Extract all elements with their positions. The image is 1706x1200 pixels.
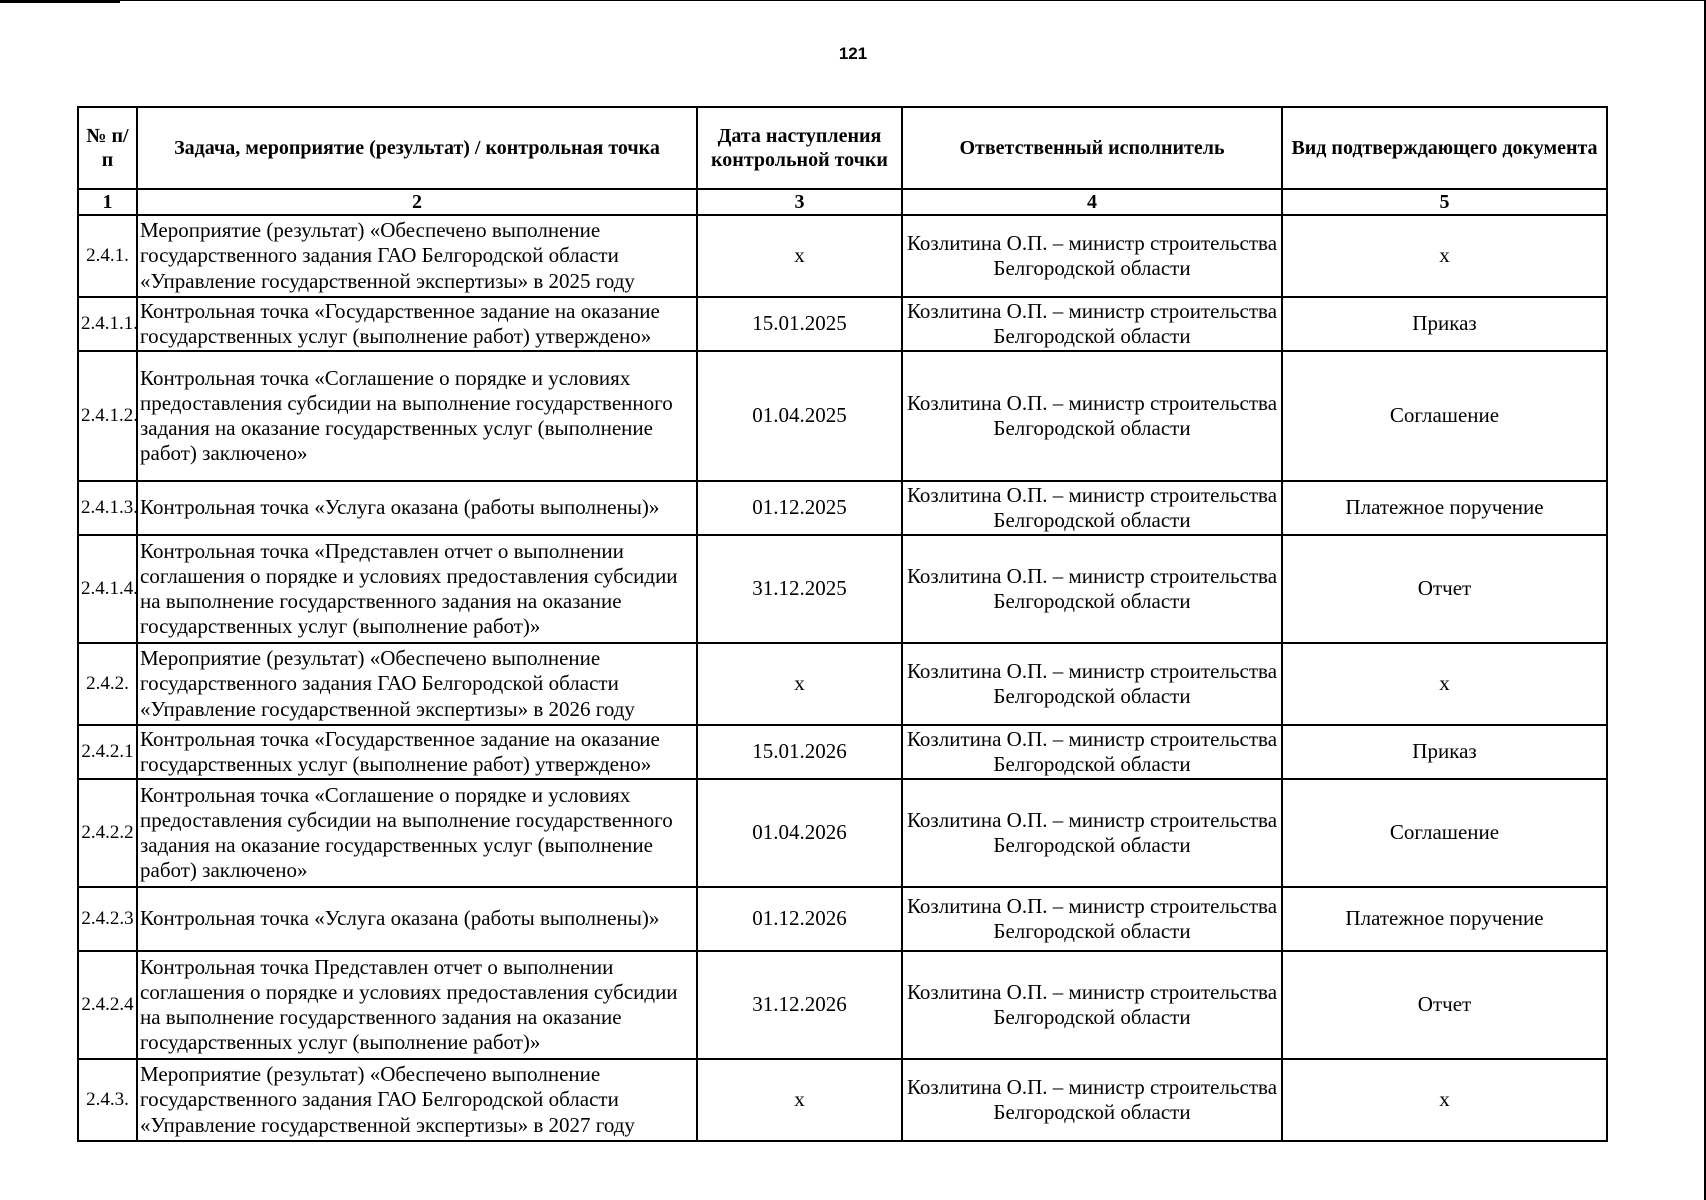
column-number: 5 bbox=[1282, 189, 1607, 215]
row-task: Контрольная точка «Услуга оказана (работы выполнены)» bbox=[137, 887, 697, 951]
row-date: 15.01.2026 bbox=[697, 725, 902, 779]
table-row bbox=[78, 535, 1607, 643]
row-number: 2.4.2.1 bbox=[78, 725, 137, 779]
row-number: 2.4.2.2 bbox=[78, 779, 137, 887]
row-document: x bbox=[1282, 1059, 1607, 1141]
row-date: x bbox=[697, 215, 902, 297]
row-number: 2.4.2.4 bbox=[78, 951, 137, 1059]
row-responsible: Козлитина О.П. – министр строительства Белгородской области bbox=[902, 951, 1282, 1059]
row-task: Контрольная точка Представлен отчет о выполнении соглашения о порядке и условиях предоставления субсидии на выполнение государственного задания на оказание государственных услуг (выполнение работ)» bbox=[137, 951, 697, 1059]
row-responsible: Козлитина О.П. – министр строительства Белгородской области bbox=[902, 535, 1282, 643]
row-date: 31.12.2026 bbox=[697, 951, 902, 1059]
row-task: Мероприятие (результат) «Обеспечено выполнение государственного задания ГАО Белгородской области «Управление государственной экспертизы» в 2025 году bbox=[137, 215, 697, 297]
row-document: x bbox=[1282, 215, 1607, 297]
table-row bbox=[78, 725, 1607, 779]
row-task: Контрольная точка «Соглашение о порядке и условиях предоставления субсидии на выполнение государственного задания на оказание государственных услуг (выполнение работ) заключено» bbox=[137, 779, 697, 887]
row-task: Контрольная точка «Услуга оказана (работы выполнены)» bbox=[137, 481, 697, 535]
table-row bbox=[78, 779, 1607, 887]
row-responsible: Козлитина О.П. – министр строительства Белгородской области bbox=[902, 481, 1282, 535]
header-task: Задача, мероприятие (результат) / контрольная точка bbox=[137, 107, 697, 189]
row-document: Отчет bbox=[1282, 535, 1607, 643]
page-number: 121 bbox=[838, 44, 868, 63]
row-responsible: Козлитина О.П. – министр строительства Белгородской области bbox=[902, 351, 1282, 481]
row-number: 2.4.1.4. bbox=[78, 535, 137, 643]
row-date: 01.04.2025 bbox=[697, 351, 902, 481]
row-number: 2.4.1. bbox=[78, 215, 137, 297]
column-number: 2 bbox=[137, 189, 697, 215]
table-row bbox=[78, 951, 1607, 1059]
row-date: 01.12.2025 bbox=[697, 481, 902, 535]
top-border-thin-rule bbox=[120, 0, 1706, 1]
column-number-row bbox=[78, 189, 1607, 215]
table-header-row bbox=[78, 107, 1607, 189]
row-number: 2.4.1.1. bbox=[78, 297, 137, 351]
header-num: № п/п bbox=[78, 107, 137, 189]
row-date: 01.04.2026 bbox=[697, 779, 902, 887]
row-responsible: Козлитина О.П. – министр строительства Белгородской области bbox=[902, 215, 1282, 297]
row-task: Контрольная точка «Государственное задание на оказание государственных услуг (выполнение работ) утверждено» bbox=[137, 297, 697, 351]
column-number: 1 bbox=[78, 189, 137, 215]
row-document: Платежное поручение bbox=[1282, 887, 1607, 951]
row-responsible: Козлитина О.П. – министр строительства Белгородской области bbox=[902, 643, 1282, 725]
row-document: Соглашение bbox=[1282, 779, 1607, 887]
row-number: 2.4.2. bbox=[78, 643, 137, 725]
column-number: 3 bbox=[697, 189, 902, 215]
row-number: 2.4.2.3 bbox=[78, 887, 137, 951]
row-task: Контрольная точка «Государственное задание на оказание государственных услуг (выполнение работ) утверждено» bbox=[137, 725, 697, 779]
header-date: Дата наступления контрольной точки bbox=[697, 107, 902, 189]
row-date: 01.12.2026 bbox=[697, 887, 902, 951]
top-border-rule bbox=[0, 0, 120, 3]
row-task: Контрольная точка «Представлен отчет о выполнении соглашения о порядке и условиях предоставления субсидии на выполнение государственного задания на оказание государственных услуг (выполнение работ)» bbox=[137, 535, 697, 643]
row-date: x bbox=[697, 1059, 902, 1141]
row-responsible: Козлитина О.П. – министр строительства Белгородской области bbox=[902, 725, 1282, 779]
row-responsible: Козлитина О.П. – министр строительства Белгородской области bbox=[902, 887, 1282, 951]
row-responsible: Козлитина О.П. – министр строительства Белгородской области bbox=[902, 297, 1282, 351]
row-responsible: Козлитина О.П. – министр строительства Белгородской области bbox=[902, 1059, 1282, 1141]
row-number: 2.4.1.2. bbox=[78, 351, 137, 481]
table-row bbox=[78, 481, 1607, 535]
row-number: 2.4.1.3. bbox=[78, 481, 137, 535]
table-row bbox=[78, 887, 1607, 951]
row-date: x bbox=[697, 643, 902, 725]
column-number: 4 bbox=[902, 189, 1282, 215]
table-row bbox=[78, 297, 1607, 351]
table-row bbox=[78, 1059, 1607, 1141]
row-task: Мероприятие (результат) «Обеспечено выполнение государственного задания ГАО Белгородской области «Управление государственной экспертизы» в 2026 году bbox=[137, 643, 697, 725]
table-row bbox=[78, 215, 1607, 297]
row-document: Отчет bbox=[1282, 951, 1607, 1059]
row-document: Приказ bbox=[1282, 725, 1607, 779]
table-row bbox=[78, 643, 1607, 725]
row-responsible: Козлитина О.П. – министр строительства Белгородской области bbox=[902, 779, 1282, 887]
table-row bbox=[78, 351, 1607, 481]
row-date: 31.12.2025 bbox=[697, 535, 902, 643]
row-document: Приказ bbox=[1282, 297, 1607, 351]
row-task: Мероприятие (результат) «Обеспечено выполнение государственного задания ГАО Белгородской области «Управление государственной экспертизы» в 2027 году bbox=[137, 1059, 697, 1141]
plan-table bbox=[77, 106, 1608, 1142]
header-document: Вид подтверждающего документа bbox=[1282, 107, 1607, 189]
row-document: x bbox=[1282, 643, 1607, 725]
header-responsible: Ответственный исполнитель bbox=[902, 107, 1282, 189]
row-document: Соглашение bbox=[1282, 351, 1607, 481]
row-number: 2.4.3. bbox=[78, 1059, 137, 1141]
row-task: Контрольная точка «Соглашение о порядке и условиях предоставления субсидии на выполнение государственного задания на оказание государственных услуг (выполнение работ) заключено» bbox=[137, 351, 697, 481]
row-document: Платежное поручение bbox=[1282, 481, 1607, 535]
row-date: 15.01.2025 bbox=[697, 297, 902, 351]
